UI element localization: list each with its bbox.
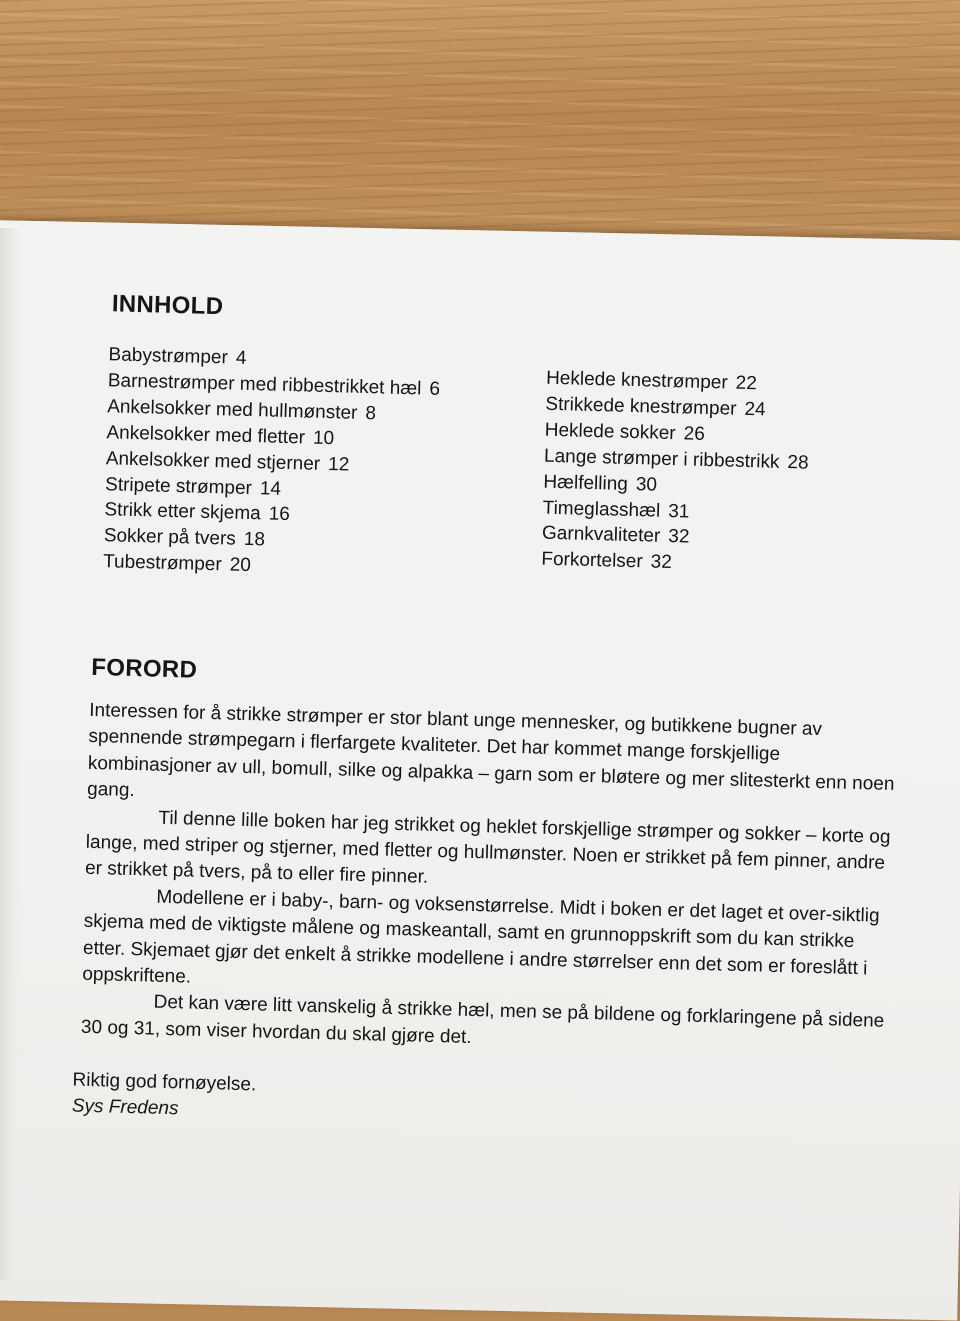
toc-item-title: Strikkede knestrømper — [545, 393, 737, 420]
foreword-paragraph: Det kan være litt vanskelig å strikke hæl, men se på bildene og forklaringene på sidene 30 og 31, som viser hvordan du skal gjøre det. — [80, 992, 885, 1048]
toc-item-page: 20 — [229, 554, 252, 577]
toc-item-page: 26 — [683, 423, 706, 445]
toc-item-title: Lange strømper i ribbestrikk — [543, 445, 780, 473]
toc-item — [541, 547, 806, 580]
toc-item-title: Tubestrømper — [102, 551, 222, 576]
toc-item-page: 14 — [259, 477, 282, 500]
foreword-body — [81, 698, 900, 1062]
toc-item-page: 32 — [650, 551, 673, 574]
toc-item-title: Garnkvaliteter — [541, 523, 661, 548]
toc-item-title: Ankelsokker med fletter — [106, 421, 306, 449]
toc-item-title: Barnestrømper med ribbestrikket hæl — [107, 370, 422, 400]
toc-item-title: Timeglasshæl — [542, 497, 661, 522]
toc-item-page: 32 — [667, 526, 690, 548]
toc-item-title: Heklede knestrømper — [545, 367, 728, 394]
toc-item-title: Babystrømper — [108, 344, 229, 369]
toc-item-page: 16 — [268, 503, 291, 526]
toc-item-page: 10 — [312, 427, 335, 449]
toc-item-title: Ankelsokker med stjerner — [105, 447, 321, 475]
foreword-paragraph: Modellene er i baby-, barn- og voksenstørrelse. Midt i boken er det laget et over-siktlig skjema med de viktigste målene og maskeantall, samt en grunnoppskrift som du kan strikke etter. Skjemaet gjør det enkelt å strikke modellene i andre størrelser enn det som er foreslått i oppskriftene. — [82, 886, 880, 988]
toc-item-title: Strikk etter skjema — [104, 499, 261, 525]
author-signature: Sys Fredens — [71, 1095, 179, 1120]
toc-item-title: Ankelsokker med hullmønster — [106, 396, 358, 424]
toc-item-page: 31 — [667, 500, 690, 523]
foreword-paragraph: Interessen for å strikke strømper er stor blant unge mennesker, og butikkene bugner av spennende strømpegarn i flerfargete kvaliteter. Det har kommet mange forskjellige kombinasjoner av ull, bomull, silke og alpakka – garn som er bløtere og mer slitesterkt enn noen gang. — [86, 699, 895, 802]
foreword-heading: FORORD — [91, 653, 198, 684]
toc-item-page: 12 — [327, 453, 350, 476]
toc-item-page: 24 — [744, 398, 766, 421]
closing-line: Riktig god fornøyelse. — [72, 1069, 257, 1096]
toc-item-title: Forkortelser — [541, 548, 643, 573]
toc-item-page: 28 — [787, 451, 809, 474]
toc-item-page: 22 — [735, 372, 758, 395]
toc-right-column — [541, 366, 811, 580]
toc-item-title: Hælfelling — [543, 471, 629, 495]
toc-item-page: 30 — [635, 473, 658, 496]
toc-heading: INNHOLD — [111, 290, 224, 321]
toc-item-title: Stripete strømper — [104, 473, 253, 499]
toc-item-page: 18 — [243, 529, 266, 551]
toc-item-page: 6 — [429, 378, 441, 400]
toc-item-page: 4 — [235, 347, 247, 369]
toc-item-page: 8 — [365, 402, 377, 425]
toc-item-title: Sokker på tvers — [103, 525, 237, 550]
toc-item-title: Heklede sokker — [544, 419, 676, 444]
foreword-closing — [72, 1068, 257, 1125]
toc-left-column — [103, 342, 441, 584]
foreword-paragraph: Til denne lille boken har jeg strikket og heklet forskjellige strømper og sokker – korte og lange, med striper og stjerner, med fletter og hullmønster. Noen er strikket på fem pinner, andre er strikket på tvers, på to eller fire pinner. — [84, 807, 891, 889]
